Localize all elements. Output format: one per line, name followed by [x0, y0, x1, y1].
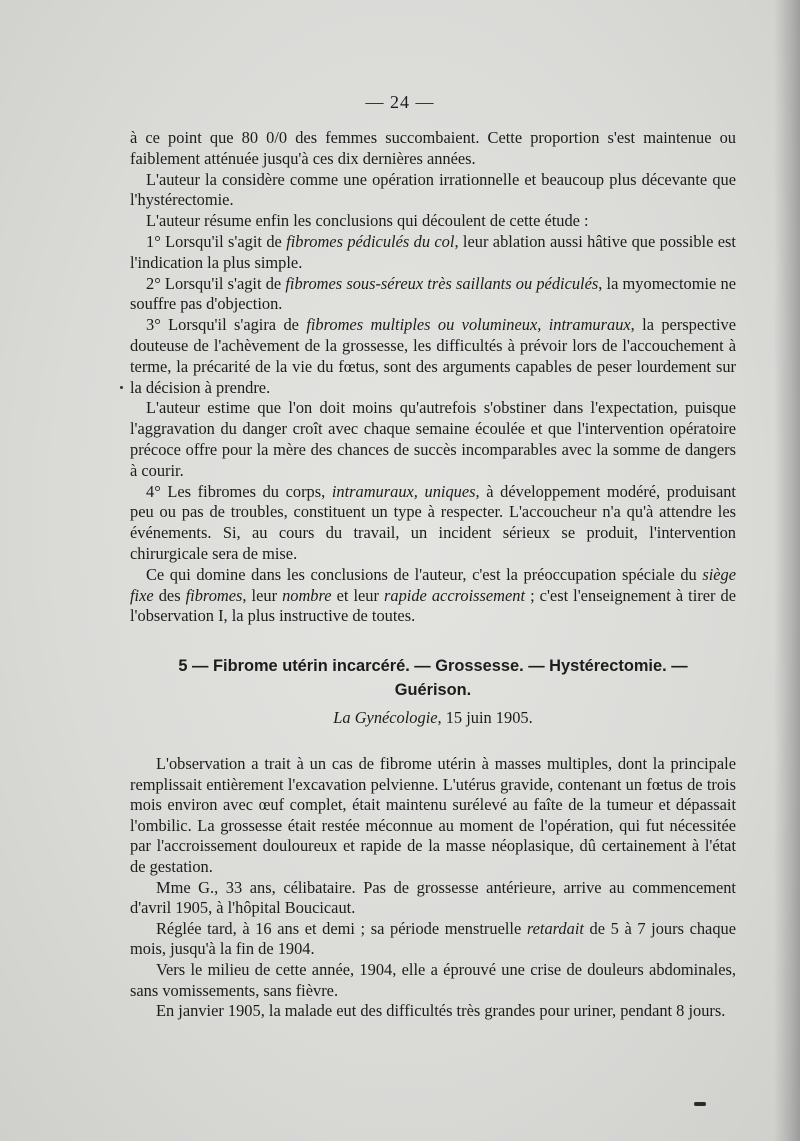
body-text-block-1 — [130, 128, 736, 627]
text-run: ; c'est l'enseignement à tirer de l'observation I, la plus instructive de toutes. — [130, 585, 736, 626]
italic-run: retardait — [526, 918, 584, 938]
paragraph: L'observation a trait à un cas de fibrome utérin à masses multiples, dont la principale remplissait entièrement l'excavation pelvienne. L'utérus gravide, contenant un fœtus de trois mois environ avec œuf complet, était maintenu surélevé au faîte de la tumeur et dépassait l'ombilic. La grossesse était restée méconnue au moment de l'opération, qui fut nécessitée par l'accroissement douloureux et rapide de la masse néoplasique, dû certainement à l'état de gestation. — [130, 754, 736, 876]
journal-name: La Gynécologie — [333, 708, 438, 727]
text-run: Réglée tard, à 16 ans et demi ; sa période menstruelle — [156, 918, 527, 938]
source-citation — [130, 708, 736, 728]
text-run: 4° Les fibromes du corps, — [146, 481, 332, 501]
section-heading-line: Guérison. — [394, 681, 472, 699]
page-number: — 24 — — [365, 92, 435, 112]
text-run: , à développement modéré, produisant peu ou pas de troubles, constituent un type à respecter. L'accoucheur n'a qu'à attendre les événements. Si, au cours du travail, un incident sérieux se produit, l'intervention chirurgicale sera de mise. — [130, 481, 736, 563]
italic-run: fibromes — [185, 585, 243, 605]
text-run: et leur — [331, 585, 385, 605]
paragraph — [130, 232, 736, 274]
text-run: 2° Lorsqu'il s'agit de — [146, 273, 286, 293]
ink-speck — [694, 1102, 706, 1106]
section-heading — [130, 654, 736, 702]
paragraph: L'auteur résume enfin les conclusions qui découlent de cette étude : — [146, 211, 589, 231]
italic-run: fibromes pédiculés du col — [286, 231, 455, 251]
text-run: 3° Lorsqu'il s'agira de — [146, 315, 307, 335]
paragraph — [130, 482, 736, 565]
paragraph: Mme G., 33 ans, célibataire. Pas de grossesse antérieure, arrive au commencement d'avril 1905, à l'hôpital Boucicaut. — [130, 877, 736, 918]
italic-run: fibromes sous-séreux très saillants ou pédiculés — [285, 273, 599, 293]
paragraph — [130, 565, 736, 627]
italic-run: nombre — [282, 585, 332, 605]
paragraph: à ce point que 80 0/0 des femmes succombaient. Cette proportion s'est maintenue ou faiblement atténuée jusqu'à ces dix dernières années. — [130, 128, 736, 168]
paragraph — [130, 274, 736, 316]
text-run: , la myomectomie ne souffre pas d'objection. — [130, 273, 736, 314]
page-edge-shadow — [774, 0, 800, 1141]
paragraph — [130, 315, 736, 398]
text-run: 1° Lorsqu'il s'agit de — [146, 231, 287, 251]
paragraph: En janvier 1905, la malade eut des difficultés très grandes pour uriner, pendant 8 jours. — [156, 1001, 726, 1021]
paragraph: Vers le milieu de cette année, 1904, elle a éprouvé une crise de douleurs abdominales, sans vomissements, sans fièvre. — [130, 959, 736, 1000]
paragraph: L'auteur estime que l'on doit moins qu'autrefois s'obstiner dans l'expectation, puisque l'aggravation du danger croît avec chaque semaine écoulée et que l'intervention opératoire précoce offre pour la mère des chances de succès incomparables avec la somme de dangers à courir. — [130, 398, 736, 480]
italic-run: fibromes multiples ou volumineux, intramuraux — [306, 315, 631, 335]
text-run: de 5 à 7 jours chaque mois, jusqu'à la fin de 1904. — [130, 918, 736, 959]
paragraph: L'auteur la considère comme une opération irrationnelle et beaucoup plus décevante que l'hystérectomie. — [130, 169, 736, 210]
section-heading-line: 5 — Fibrome utérin incarcéré. — Grossesse. — Hystérectomie. — — [178, 657, 688, 675]
italic-run: intramuraux, uniques — [331, 481, 476, 501]
italic-run: siège fixe — [130, 564, 736, 605]
source-date: , 15 juin 1905. — [437, 708, 533, 727]
ink-speck — [120, 386, 123, 389]
text-run: des — [153, 585, 186, 605]
text-run: , leur — [242, 585, 283, 605]
text-run: , la perspective douteuse de l'achèvement de la grossesse, les difficultés à prévoir lors de l'accouchement à terme, la précarité de la vie du fœtus, sont des arguments capables de peser lourdement sur la décision à prendre. — [130, 315, 736, 397]
text-run: Ce qui domine dans les conclusions de l'auteur, c'est la préoccupation spéciale du — [146, 564, 703, 584]
text-run: , leur ablation aussi hâtive que possible est l'indication la plus simple. — [130, 231, 736, 272]
paragraph — [130, 919, 736, 960]
italic-run: rapide accroissement — [384, 585, 526, 605]
body-text-block-2 — [130, 754, 736, 1022]
